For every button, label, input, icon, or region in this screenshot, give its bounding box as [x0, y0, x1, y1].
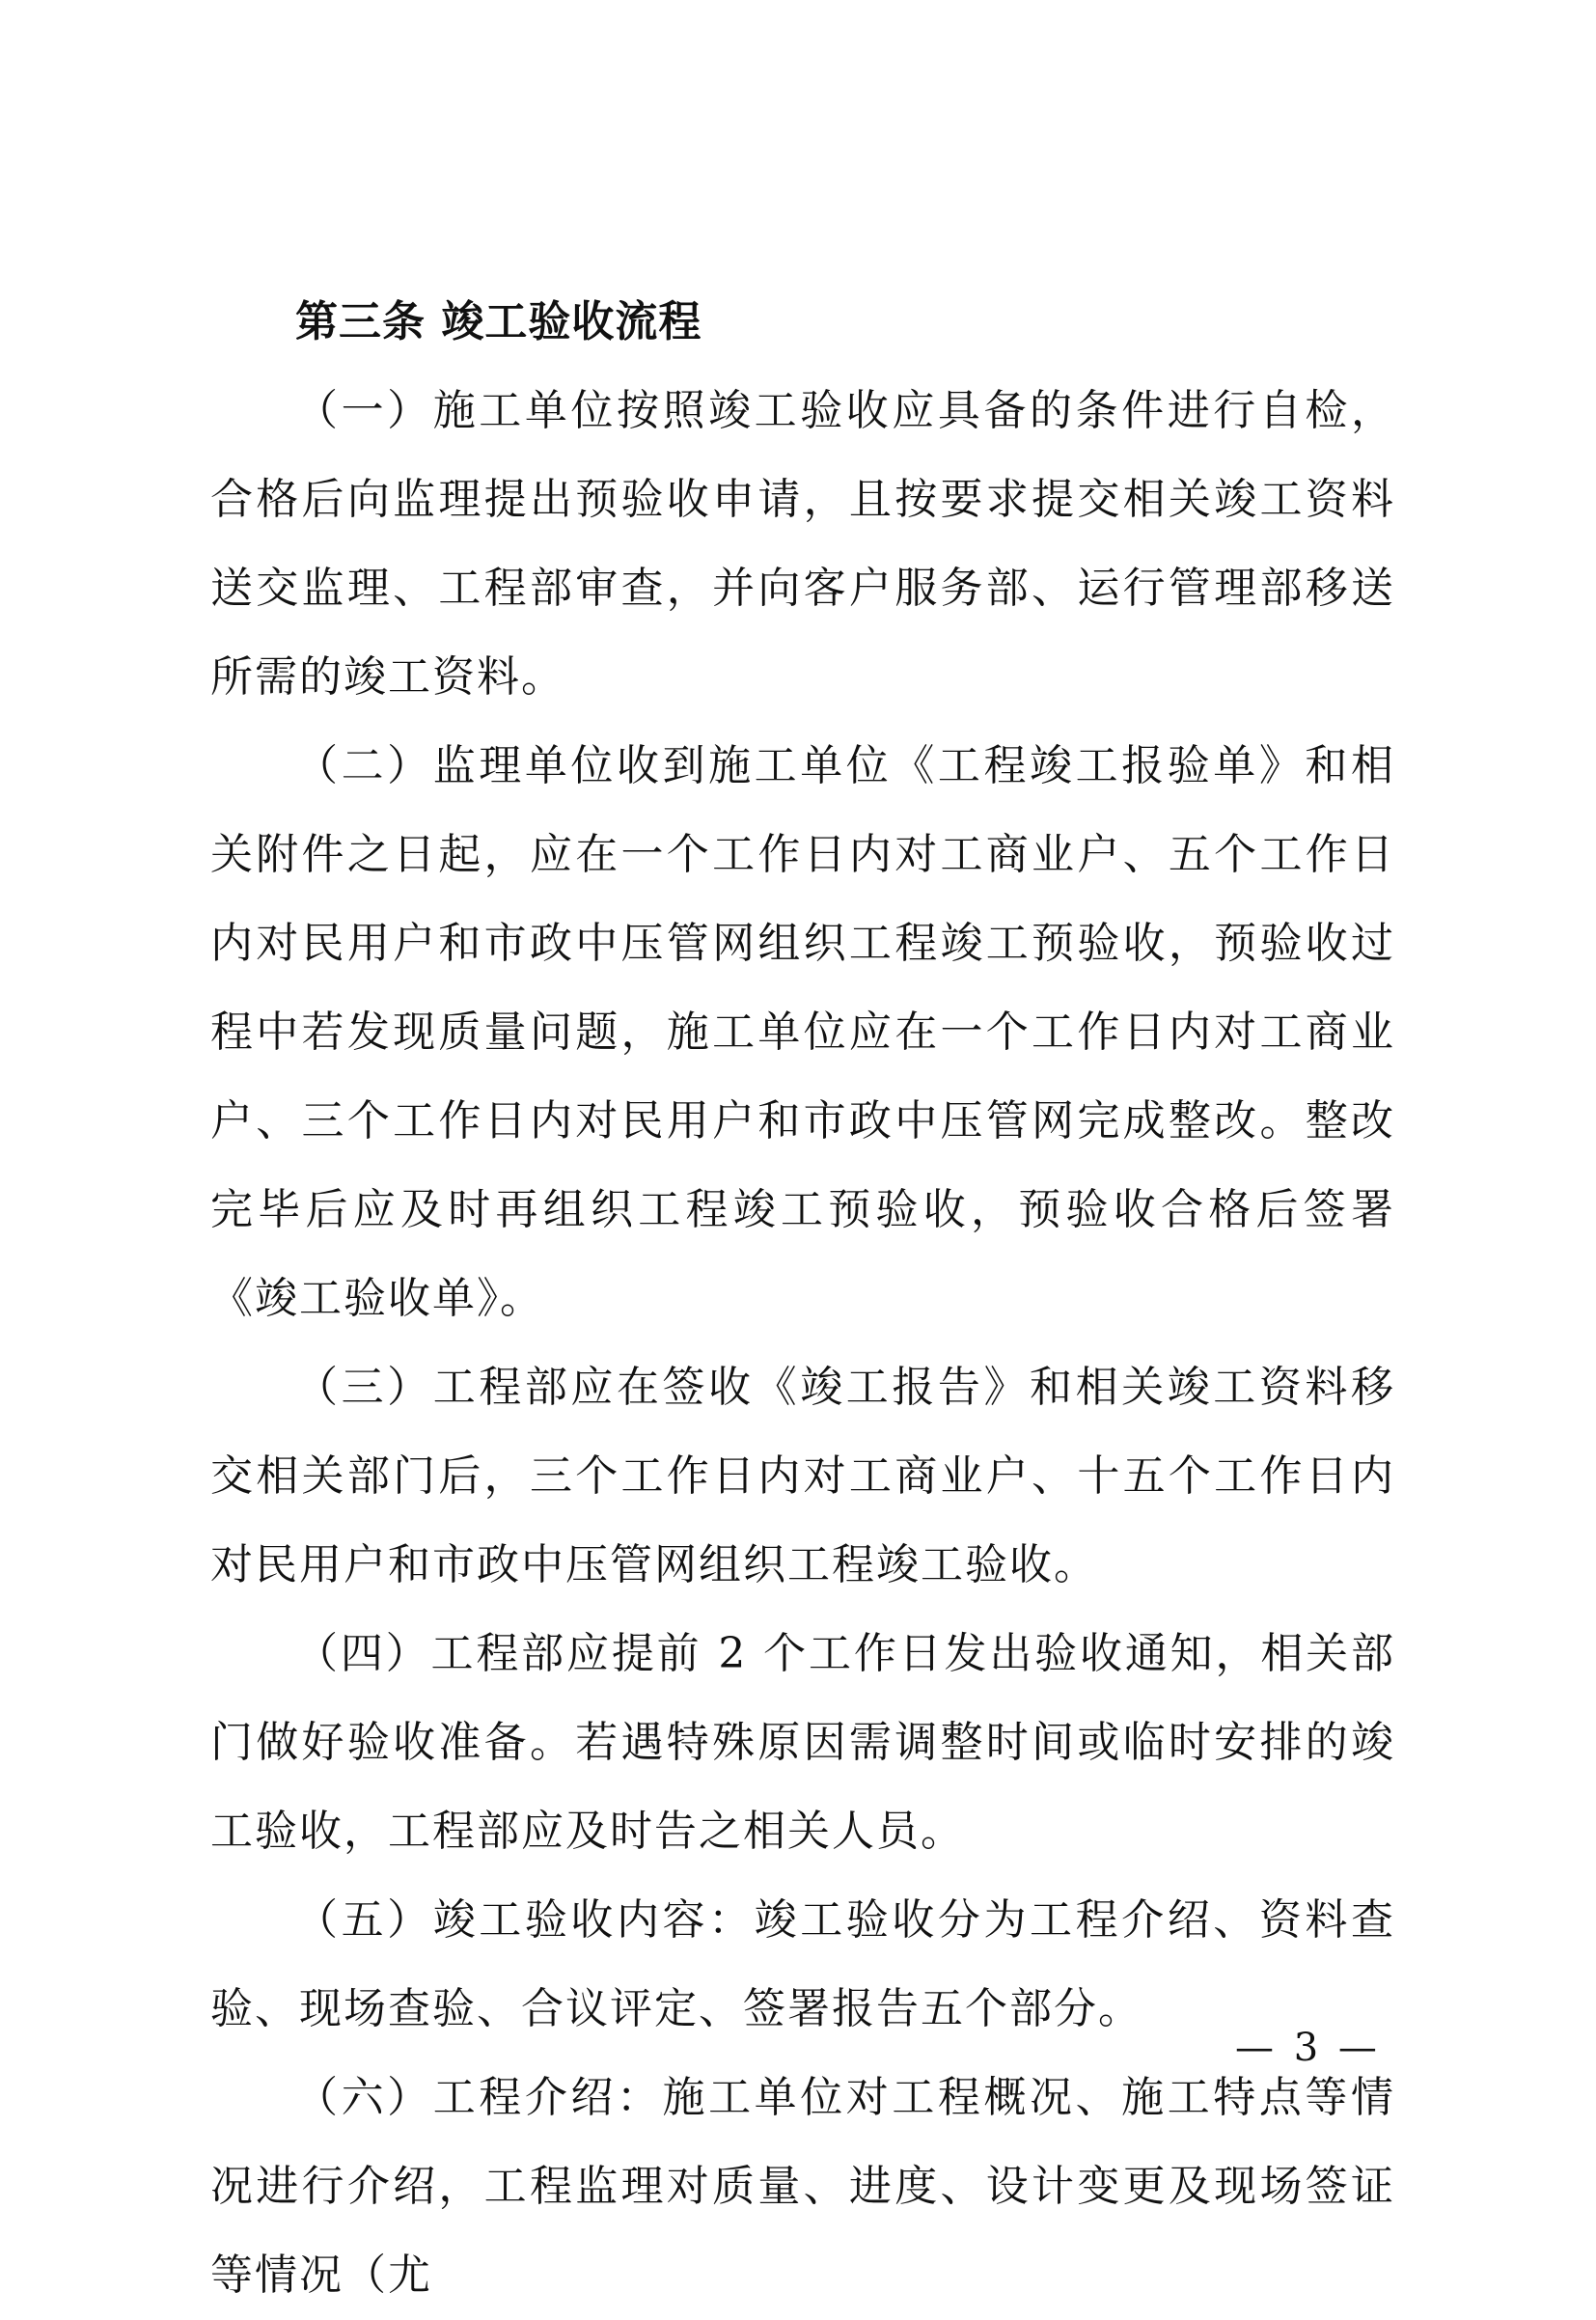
document-body [210, 278, 1395, 2320]
paragraph-4: （四）工程部应提前 2 个工作日发出验收通知，相关部门做好验收准备。若遇特殊原因需调整时间或临时安排的竣工验收，工程部应及时告之相关人员。 [210, 1629, 1395, 1856]
paragraph-5: （五）竣工验收内容：竣工验收分为工程介绍、资料查验、现场查验、合议评定、签署报告五个部分。 [210, 1895, 1395, 2033]
paragraph-6: （六）工程介绍：施工单位对工程概况、施工特点等情况进行介绍，工程监理对质量、进度、设计变更及现场签证等情况（尤 [210, 2073, 1395, 2300]
paragraph-1: （一）施工单位按照竣工验收应具备的条件进行自检，合格后向监理提出预验收申请，且按要求提交相关竣工资料送交监理、工程部审查，并向客户服务部、运行管理部移送所需的竣工资料。 [210, 386, 1395, 702]
page-number: — 3 — [1235, 2026, 1381, 2070]
paragraph-2: （二）监理单位收到施工单位《工程竣工报验单》和相关附件之日起，应在一个工作日内对工商业户、五个工作日内对民用户和市政中压管网组织工程竣工预验收，预验收过程中若发现质量问题，施工单位应在一个工作日内对工商业户、三个工作日内对民用户和市政中压管网完成整改。整改完毕后应及时再组织工程竣工预验收，预验收合格后签署《竣工验收单》。 [210, 741, 1395, 1323]
section-heading: 第三条 竣工验收流程 [295, 297, 702, 346]
paragraph-3: （三）工程部应在签收《竣工报告》和相关竣工资料移交相关部门后，三个工作日内对工商业户、十五个工作日内对民用户和市政中压管网组织工程竣工验收。 [210, 1363, 1395, 1589]
